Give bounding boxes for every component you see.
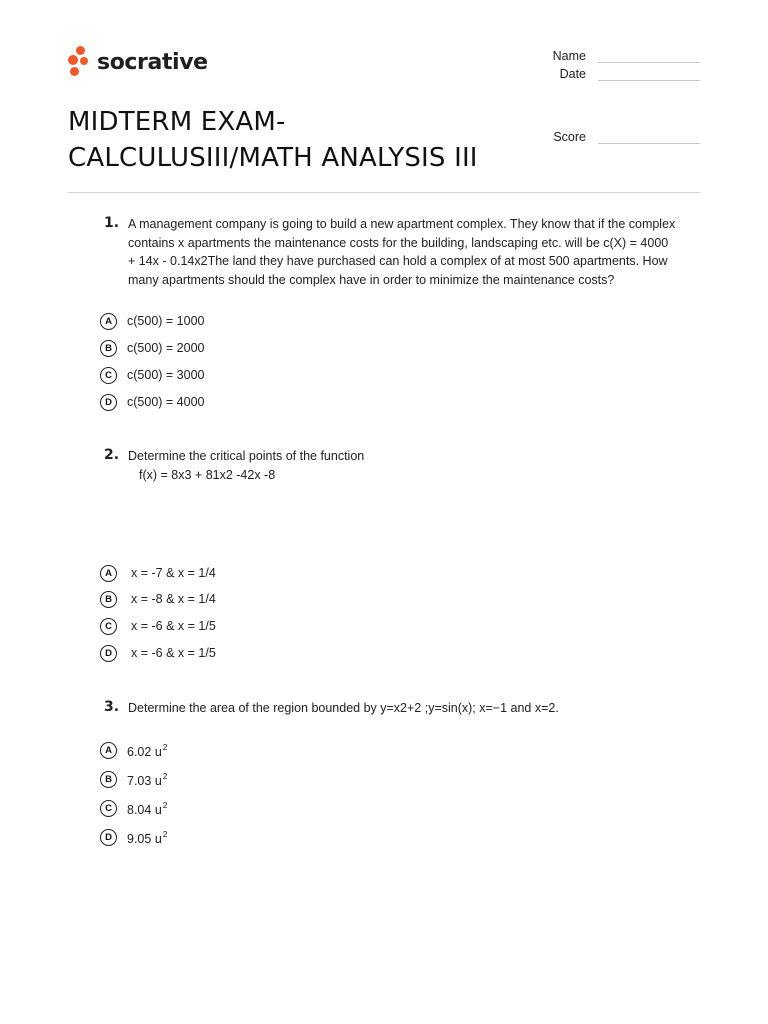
option-value: 8.04 — [127, 802, 152, 817]
answer-option-a[interactable] — [100, 563, 216, 583]
date-field — [506, 67, 700, 81]
option-letter-badge: C — [100, 618, 117, 635]
option-text — [127, 800, 168, 817]
unit: u — [154, 802, 162, 817]
answer-option-a[interactable] — [100, 311, 204, 331]
function-expression: f(x) = 8x3 + 81x2 -42x -8 — [139, 468, 276, 482]
option-text: x = -8 & x = 1/4 — [131, 592, 216, 606]
option-text: c(500) = 4000 — [127, 395, 205, 409]
socrative-logo-icon — [68, 46, 92, 78]
socrative-logo — [68, 46, 208, 78]
answer-option-b[interactable] — [100, 769, 168, 789]
option-text: c(500) = 1000 — [127, 314, 205, 328]
option-text — [127, 771, 168, 788]
option-text: x = -6 & x = 1/5 — [131, 619, 216, 633]
unit-exponent: 2 — [162, 828, 168, 839]
logo-wordmark: socrative — [97, 49, 208, 75]
question-text: Determine the area of the region bounded by y=x2+2 ;y=sin(x); x=−1 and x=2. — [128, 701, 559, 715]
option-text: x = -7 & x = 1/4 — [131, 566, 216, 580]
option-letter-badge: D — [100, 394, 117, 411]
name-label: Name — [552, 49, 586, 63]
question-number: 2. — [104, 447, 120, 463]
option-letter-badge: B — [100, 340, 117, 357]
answer-option-c[interactable] — [100, 798, 168, 818]
unit-exponent: 2 — [162, 770, 168, 781]
answer-option-d[interactable] — [100, 827, 168, 847]
answer-option-d[interactable] — [100, 643, 216, 663]
option-letter-badge: C — [100, 367, 117, 384]
exam-title — [68, 104, 478, 176]
name-field — [506, 49, 700, 63]
option-letter-badge: C — [100, 800, 117, 817]
option-text: x = -6 & x = 1/5 — [131, 646, 216, 660]
unit: u — [154, 831, 162, 846]
option-value: 7.03 — [127, 773, 152, 788]
option-value: 9.05 — [127, 831, 152, 846]
date-label: Date — [559, 67, 586, 81]
score-label: Score — [553, 130, 586, 144]
option-letter-badge: B — [100, 771, 117, 788]
option-letter-badge: D — [100, 829, 117, 846]
option-value: 6.02 — [127, 744, 152, 759]
unit-exponent: 2 — [162, 741, 168, 752]
question-number: 1. — [104, 215, 120, 231]
unit: u — [154, 744, 162, 759]
answer-option-a[interactable] — [100, 740, 168, 760]
score-field — [506, 130, 700, 144]
answer-option-d[interactable] — [100, 392, 204, 412]
unit-exponent: 2 — [162, 799, 168, 810]
name-blank-line — [598, 51, 700, 63]
option-letter-badge: B — [100, 591, 117, 608]
option-text: c(500) = 3000 — [127, 368, 205, 382]
exam-title-line2: CALCULUSIII/MATH ANALYSIS III — [68, 143, 478, 173]
question-number: 3. — [104, 699, 120, 715]
option-text — [127, 829, 168, 846]
option-letter-badge: A — [100, 565, 117, 582]
answer-option-c[interactable] — [100, 616, 216, 636]
header-divider — [68, 192, 700, 193]
option-letter-badge: A — [100, 742, 117, 759]
option-text: c(500) = 2000 — [127, 341, 205, 355]
question-text: A management company is going to build a new apartment complex. They know that if the complex contains x apartments the maintenance costs for the building, landscaping etc. will be c(X) = 4000 + 14x - 0.14x2The land they have purchased can hold a complex of at most 500 apartments. How many apartments should the complex have in order to minimize the maintenance costs? — [128, 217, 676, 287]
score-blank-line — [598, 132, 700, 144]
option-letter-badge: A — [100, 313, 117, 330]
answer-option-c[interactable] — [100, 365, 204, 385]
question-text: Determine the critical points of the function — [128, 449, 365, 463]
answer-option-b[interactable] — [100, 338, 204, 358]
unit: u — [154, 773, 162, 788]
option-text — [127, 742, 168, 759]
date-blank-line — [598, 69, 700, 81]
exam-title-line1: MIDTERM EXAM- — [68, 107, 286, 137]
option-letter-badge: D — [100, 645, 117, 662]
answer-option-b[interactable] — [100, 589, 216, 609]
